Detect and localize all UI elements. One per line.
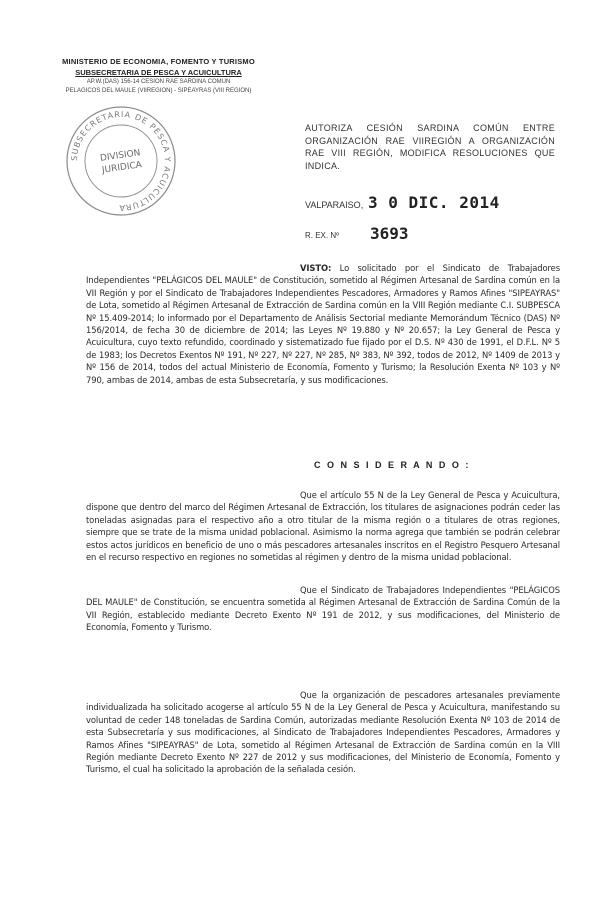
- stamp-outer-text: SUBSECRETARIA DE PESCA Y ACUICULTURA: [69, 109, 173, 213]
- considerando-heading: C O N S I D E R A N D O :: [314, 460, 471, 470]
- rex-number: 3693: [370, 224, 409, 243]
- considerando-paragraph-1: [86, 489, 560, 563]
- considerando-paragraph-2: [86, 584, 560, 634]
- ministry-name: MINISTERIO DE ECONOMIA, FOMENTO Y TURISMO: [62, 57, 255, 66]
- rex-label: R. EX. Nº: [305, 231, 340, 240]
- date-stamp: 3 0 DIC. 2014: [368, 193, 500, 212]
- resolution-subject: AUTORIZA CESIÓN SARDINA COMÚN ENTRE ORGANIZACIÓN RAE VIIREGIÓN A ORGANIZACIÓN RAE VIII REGIÓN, MODIFICA RESOLUCIONES QUE INDICA.: [305, 123, 555, 171]
- reference-line-1: AP.W.(DAS) 156-14 CESION RAE SARDINA COMUN: [86, 79, 231, 85]
- subsecretaria-name: SUBSECRETARIA DE PESCA Y ACUICULTURA: [75, 68, 242, 77]
- stamp-center-line-2: JURIDICA: [101, 160, 143, 176]
- paragraph-text: Que la organización de pescadores artesanales previamente individualizada ha solicitado acogerse al artículo 55 N de la Ley General de Pesca y Acuicultura, manifestando su voluntad de ceder 148 toneladas de Sardina Común, autorizadas mediante Resolución Exenta Nº 103 de 2014 de esta Subsecretaría y sus modificaciones, al Sindicato de Trabajadores Independientes Pescadores, Armadores y Ramos Afines "SIPEAYRAS" de Lota, sometido al Régimen Artesanal de Extracción de Sardina común en la VIII Región mediante Decreto Exento Nº 227 de 2012 y sus modificaciones, del Ministerio de Economía, Fomento y Turismo, el cual ha solicitado la aprobación de la señalada cesión.: [86, 690, 560, 775]
- stamp-center-line-1: DIVISION: [99, 148, 142, 164]
- paragraph-text: Que el Sindicato de Trabajadores Independientes "PELÁGICOS DEL MAULE" de Constitución, se encuentra sometida al Régimen Artesanal de Extracción de Sardina Común de la VII Región, establecido mediante Decreto Exento Nº 191 de 2012, y sus modificaciones, del Ministerio de Economía, Fomento y Turismo.: [86, 585, 560, 633]
- paragraph-text: Que el artículo 55 N de la Ley General de Pesca y Acuicultura, dispone que dentro del marco del Régimen Artesanal de Extracción, los titulares de asignaciones podrán ceder las toneladas asignadas para el respectivo año a otro titular de la misma región o a titulares de otras regiones, siempre que se trate de la misma unidad poblacional. Asimismo la norma agrega que también se podrán celebrar estos actos jurídicos en beneficio de uno o más pescadores artesanales inscritos en el Registro Pesquero Artesanal en el recurso respectivo en regiones no sometidas al régimen y dentro de la misma unidad poblacional.: [86, 490, 560, 563]
- visto-label: VISTO:: [300, 263, 332, 273]
- place-label: VALPARAISO,: [305, 200, 364, 210]
- visto-text: Lo solicitado por el Sindicato de Trabajadores Independientes "PELÁGICOS DEL MAULE" de Constitución, sometido al Régimen Artesanal de Sardina común en la VII Región y por el Sindicato de Trabajadores Independientes Pescadores, Armadores y Ramos Afines "SIPEAYRAS" de Lota, sometido al Régimen Artesanal de Extracción de Sardina común en la VIII Región mediante C.I. SUBPESCA Nº 15.409-2014; lo informado por el Departamento de Análisis Sectorial mediante Memorándum Técnico (DAS) Nº 156/2014, de fecha 30 de diciembre de 2014; las Leyes Nº 19.880 y Nº 20.657; la Ley General de Pesca y Acuicultura, cuyo texto refundido, coordinado y sistematizado fue fijado por el D.S. Nº 430 de 1991, el D.F.L. Nº 5 de 1983; los Decretos Exentos Nº 191, Nº 227, Nº 227, Nº 285, Nº 383, Nº 392, todos de 2012, Nº 1409 de 2013 y Nº 156 de 2014, todos del actual Ministerio de Economía, Fomento y Turismo; la Resolución Exenta Nº 103 y Nº 790, ambas de 2014, ambas de esta Subsecretaría, y sus modificaciones.: [86, 263, 560, 385]
- reference-line-2: PELAGICOS DEL MAULE (VIIREGION) - SIPEAYRAS (VIII REGION): [65, 88, 252, 94]
- letterhead: [36, 56, 281, 96]
- visto-paragraph: [86, 262, 560, 386]
- division-juridica-stamp: [64, 104, 178, 218]
- considerando-paragraph-3: [86, 689, 560, 776]
